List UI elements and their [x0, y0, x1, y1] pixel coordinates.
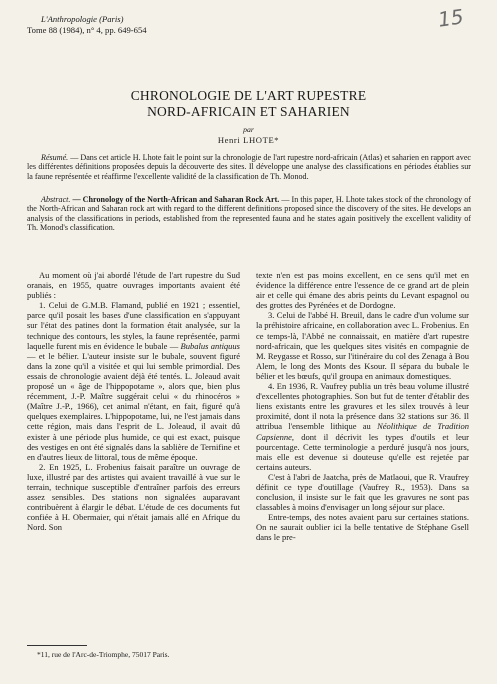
body-text: 4. En 1936, R. Vaufrey publia un très beau volume illustré d'excellentes photographies. Son but fut de tenter d'établir des liens existants entre les gravures et les silex trouvés à leur proximité, dont il nota la présence dans 32 stations sur 36. Il attribua l'ensemble lithique au — [256, 381, 469, 432]
abstract-paragraph — [27, 195, 471, 233]
body-paragraph: C'est à l'abri de Jaatcha, près de Matlaoui, que R. Vraufrey définit ce type d'outillage (Vaufrey R., 1953). Dans sa conclusion, il insiste sur le fait que les gravures ne sont pas classables à moins d'envisager un long séjour sur place. — [256, 471, 469, 513]
resume-label: Résumé. — [41, 153, 69, 162]
abstract-label: Abstract. — [41, 195, 71, 204]
body-paragraph: texte n'en est pas moins excellent, en ce sens qu'il met en évidence la différence entre l'essence de ce grand art de plein air et celle qui émane des abris peints du Levant espagnol ou des grottes des Pyrénées et de Dordogne. — [256, 270, 469, 311]
body-text: 1. Celui de G.M.B. Flamand, publié en 1921 ; essentiel, parce qu'il posait les bases d'une classification en s'appuyant sur l'état des patines dont la formation était analysée, sur la technique des contours, les styles, la faune représentée, parmi laquelle furent mis en évidence le bubale — — [27, 300, 240, 351]
title-line-1: CHRONOLOGIE DE L'ART RUPESTRE — [130, 88, 367, 103]
body-column-right — [256, 270, 469, 543]
abstract-text: — In this paper, H. Lhote takes stock of the chronology of the North-African and Saharan rock art with regard to the different definitions proposed since the discovery of the sites. He develops an analysis of the classifications in periods, established from the represented fauna and he states again positively the excellent validity of Th. Monod's classification. — [27, 195, 472, 233]
body-paragraph: 2. En 1925, L. Frobenius faisait paraître un ouvrage de luxe, illustré par des artistes qui avaient travaillé à vue sur le terrain, technique susceptible d'entraîner parfois des erreurs assez sensibles. Des stations non signalées auparavant contribuèrent à élargir le débat. L'étude de ces documents fut confiée à H. Obermaier, qui n'était jamais allé en Afrique du Nord. Son — [27, 461, 240, 533]
body-paragraph: 3. Celui de l'abbé H. Breuil, dans le cadre d'un volume sur la préhistoire africaine, en collaboration avec L. Frobenius. En ce temps-là, l'Abbé ne connaissait, en matière d'art rupestre nord-africain, que les quelques sites visités en compagnie de M. Reygasse et Rosso, sur l'itinéraire du col des Zenaga à Bou Alem, le long des Monts des Ksour. Il sépara du bubale le bélier et les bœufs, qu'il groupa en animaux domestiques. — [256, 310, 469, 381]
body-paragraph: Au moment où j'ai abordé l'étude de l'art rupestre du Sud oranais, en 1955, quatre ouvrages importants avaient été publiés : — [27, 270, 240, 301]
article-title — [0, 88, 497, 119]
resume-text: — Dans cet article H. Lhote fait le point sur la chronologie de l'art rupestre nord-africain (Atlas) et saharien en rapport avec les différentes définitions proposées depuis la découverte des sites. Il développe une analyse des classifications en périodes établies sur la faune représentée et réaffirme l'excellente validité de la classification de Th. Monod. — [27, 153, 471, 181]
journal-header — [27, 14, 227, 36]
journal-volume: Tome 88 (1984), n° 4, pp. 649-654 — [27, 25, 147, 35]
body-column-left — [27, 270, 240, 532]
body-text: — et le bélier. L'auteur insiste sur le bubale, souvent figuré dans la zone qu'il a visitée et qui lui semble primordial. Des essais de chronologie avaient déjà été tentés. L. Joleaud avait proposé un « âge de l'hippopotame », alors que, bien plus récemment, J.-P. Maître suggérait celui « du rhinocéros » (Maître J.-P., 1966), cet animal n'étant, en fait, figuré qu'à quelques exemplaires. L'hippopotame, lui, ne l'est jamais dans cette région, mais dans l'esprit de L. Joleaud, il avait dû exister à une période plus humide, ce qui est exact, puisque des vestiges en ont été signalés dans la sablière de Ternifine et en d'autres lieux de littoral, tous de même époque. — [27, 350, 240, 462]
footnote: *11, rue de l'Arc-de-Triomphe, 75017 Paris. — [37, 650, 170, 659]
byline-par: par — [243, 125, 254, 134]
author-name: Henri LHOTE* — [217, 135, 280, 145]
abstract-heading: — Chronology of the North-African and Saharan Rock Art. — [70, 195, 280, 204]
body-paragraph — [27, 300, 240, 462]
body-text-italic: Néolithique de Tradition Capsienne — [256, 421, 469, 442]
footnote-divider — [27, 645, 87, 646]
handwritten-page-mark: 15 — [436, 4, 465, 32]
body-paragraph — [256, 381, 469, 472]
body-text-italic: Bubalus antiquus — [180, 340, 240, 351]
body-paragraph: Entre-temps, des notes avaient paru sur certaines stations. On ne saurait oublier ici la belle tentative de Stéphane Gsell dans le pre- — [256, 512, 469, 543]
resume-paragraph — [27, 153, 471, 181]
title-line-2: NORD-AFRICAIN ET SAHARIEN — [147, 103, 350, 119]
journal-name: L'Anthropologie (Paris) — [41, 14, 124, 24]
body-text: , dont il décrivit les types d'outils et leur pourcentage. Cette terminologie a perduré jusqu'à nos jours, mais elle est devenue si douteuse qu'elle est rejetée par certains auteurs. — [256, 431, 469, 472]
